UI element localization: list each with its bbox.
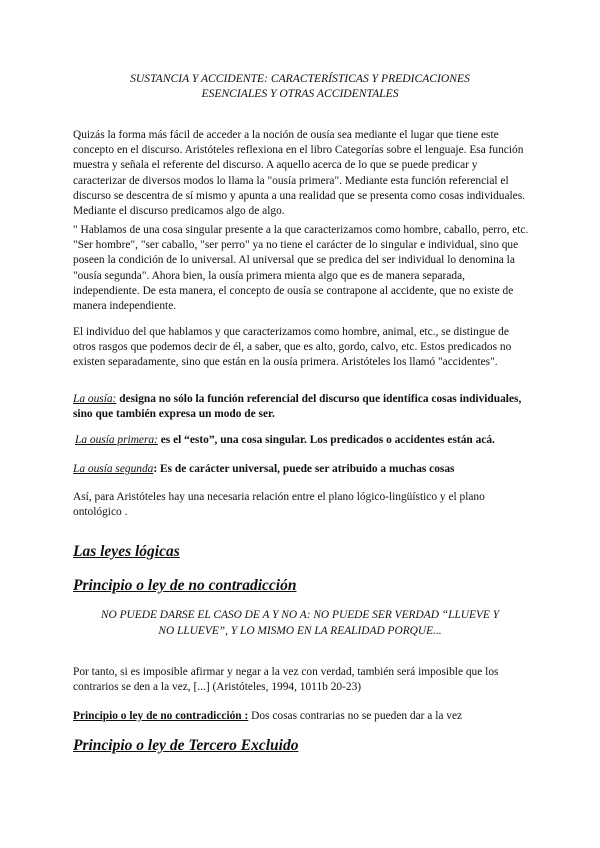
definition-ousia — [73, 392, 531, 422]
paragraph-text: El individuo del que hablamos y que caracterizamos como hombre, animal, etc., se distingue de otros rasgos que podemos decir de él, a saber, que es alto, gordo, calvo, etc. Estos predicados no existen separadamente, sino que están en la ousía primera. Aristóteles los llamó "accidentes". — [73, 326, 512, 369]
document-title — [60, 71, 540, 101]
title-line-1: SUSTANCIA Y ACCIDENTE: CARACTERÍSTICAS Y PREDICACIONES — [130, 72, 470, 85]
paragraph-quote-aristoteles — [73, 223, 531, 314]
paragraph-accidentes — [73, 325, 531, 371]
principle-no-contradiccion — [73, 709, 531, 724]
definition-text: : Es de carácter universal, puede ser atribuido a muchas cosas — [153, 463, 455, 475]
quote-line-2: NO LLUEVE”, Y LO MISMO EN LA REALIDAD PORQUE... — [158, 624, 442, 637]
heading-tercero-excluido: Principio o ley de Tercero Excluido — [73, 737, 299, 754]
definition-ousia-segunda — [73, 462, 531, 477]
principle-text: Dos cosas contrarias no se pueden dar a la vez — [248, 710, 463, 722]
heading-no-contradiccion: Principio o ley de no contradicción — [73, 577, 297, 594]
principle-term: Principio o ley de no contradicción : — [73, 710, 249, 722]
paragraph-text: Así, para Aristóteles hay una necesaria relación entre el plano lógico-lingüístico y el plano ontológico . — [73, 491, 485, 519]
paragraph-ousia-intro — [73, 128, 531, 219]
paragraph-text: " Hablamos de una cosa singular presente a la que caracterizamos como hombre, caballo, perro, etc. "Ser hombre", "ser caballo, "ser perro" ya no tiene el carácter de lo singular e individual, sino que poseen la condición de lo universal. Al universal que se predica del ser individual lo denomina la "ousía segunda". Ahora bien, la ousía primera mienta algo que es de manera separada, independiente. De esta manera, el concepto de ousía se contrapone al accidente, que no existe de manera independiente. — [73, 224, 529, 313]
paragraph-aristoteles-cita — [73, 665, 531, 695]
definition-text: designa no sólo la función referencial del discurso que identifica cosas individuales, sino que también expresa un modo de ser. — [73, 393, 522, 421]
quote-no-contradiccion — [60, 608, 540, 639]
definition-ousia-primera — [75, 433, 533, 448]
title-line-2: ESENCIALES Y OTRAS ACCIDENTALES — [201, 87, 399, 100]
definition-term: La ousía primera: — [75, 434, 158, 446]
quote-line-1: NO PUEDE DARSE EL CASO DE A Y NO A: NO PUEDE SER VERDAD “LLUEVE Y — [100, 609, 500, 621]
definition-text: es el “esto”, una cosa singular. Los predicados o accidentes están acá. — [157, 434, 495, 446]
definition-term: La ousía: — [73, 393, 117, 405]
paragraph-text: Por tanto, si es imposible afirmar y negar a la vez con verdad, también será imposible que los contrarios se den a la vez, [...] (Aristóteles, 1994, 1011b 20-23) — [73, 666, 499, 694]
paragraph-text: Quizás la forma más fácil de acceder a la noción de ousía sea mediante el lugar que tiene este concepto en el discurso. Aristóteles reflexiona en el libro Categorías sobre el lenguaje. Esa función muestra y señala el referente del discurso. A aquello acerca de lo que se puede predicar y caracterizar de diversos modos lo llama la "ousía primera". Mediante esta función referencial el discurso se descentra de sí mismo y apunta a una realidad que se presenta como cosas individuales. Mediante el discurso predicamos algo de algo. — [73, 129, 526, 218]
heading-leyes-logicas: Las leyes lógicas — [73, 543, 180, 560]
definition-term: La ousía segunda — [73, 463, 154, 475]
paragraph-relacion-plano — [73, 490, 531, 520]
